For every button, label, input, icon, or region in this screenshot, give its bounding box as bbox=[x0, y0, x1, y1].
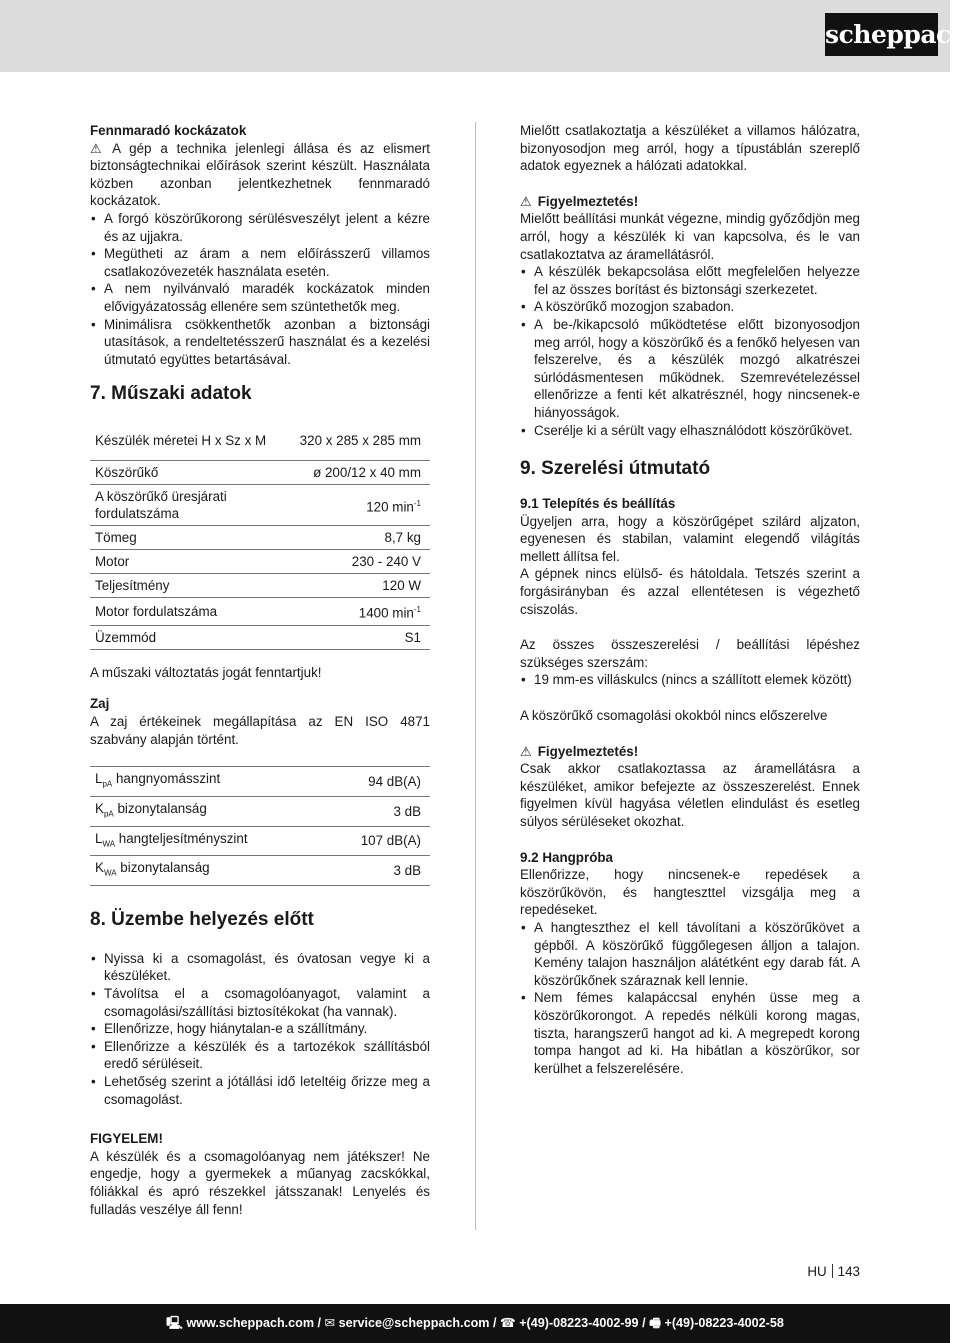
list-item: • Minimálisra csökkenthetők azonban a biztonsági utasítások, a rendeltetésszerű használat és a kezelési útmutató együttes betartásával. bbox=[90, 316, 430, 369]
table-row bbox=[90, 826, 430, 856]
noise-label: $K_{WA}$ bizonytalanság bbox=[90, 856, 323, 886]
list-item: • Ellenőrizze a készülék és a tartozékok szállításból eredő sérüléseit. bbox=[90, 1038, 430, 1073]
table-row bbox=[90, 767, 430, 797]
table-row bbox=[90, 625, 430, 649]
section8-title: 8. Üzembe helyezés előtt bbox=[90, 908, 314, 930]
list-item: • A hangteszthez el kell távolítani a köszörűkövet a gépből. A köszörűkő függőlegesen álljon a talajon. Kemény talajon használjon alátétként egy darab fát. A köszörűkőnek száraznak kell lennie. bbox=[520, 919, 860, 989]
noise-value: 3 dB bbox=[323, 796, 430, 826]
sub91-text1: Ügyeljen arra, hogy a köszörűgépet szilárd aljzaton, egyenesen és stabilan, valamint elegendő világítás mellett állítsa fel. bbox=[520, 513, 860, 564]
table-row bbox=[90, 574, 430, 598]
residual-intro: ⚠ A gép a technika jelenlegi állása és az elismert biztonságtechnikai előírások szerint készült. Használata közben azonban jelentkezhetnek fennmaradó kockázatok. bbox=[90, 140, 430, 209]
scheppach-logo: scheppach bbox=[825, 13, 938, 56]
table-row bbox=[90, 598, 430, 625]
sub91-text4: A köszörűkő csomagolási okokból nincs előszerelve bbox=[520, 708, 828, 724]
spec-value: 8,7 kg bbox=[295, 526, 430, 550]
spec-label: Teljesítmény bbox=[90, 574, 295, 598]
spec-label: Készülék méretei H x Sz x M bbox=[90, 420, 295, 461]
table-row bbox=[90, 856, 430, 886]
noise-label: $L_{pA}$ hangnyomásszint bbox=[90, 767, 323, 797]
list-item: • 19 mm-es villáskulcs (nincs a szállított elemek között) bbox=[520, 671, 860, 689]
page-number bbox=[780, 1264, 860, 1279]
list-item: • Lehetőség szerint a jótállási idő leteltéig őrizze meg a csomagolást. bbox=[90, 1073, 430, 1108]
page-header bbox=[0, 0, 968, 72]
attention-heading: FIGYELEM! bbox=[90, 1131, 163, 1147]
attention-text: A készülék és a csomagolóanyag nem játékszer! Ne engedje, hogy a gyermekek a műanyag zacskókkal, fóliákkal és apró részekkel játsszanak! Lenyelés és fulladás veszélye áll fenn! bbox=[90, 1148, 430, 1217]
noise-value: 107 dB(A) bbox=[323, 826, 430, 856]
language-code: HU bbox=[807, 1264, 827, 1279]
spec-value: ø 200/12 x 40 mm bbox=[295, 461, 430, 485]
page-number-value: 143 bbox=[837, 1264, 860, 1279]
warning1-list bbox=[520, 263, 860, 439]
spec-value: 230 - 240 V bbox=[295, 550, 430, 574]
sub92-heading: 9.2 Hangpróba bbox=[520, 849, 614, 865]
page-footer: 🖳 www.scheppach.com / ✉ service@scheppach.com / ☎ +(49)-08223-4002-99 / 🖷 +(49)-08223-4002-58 bbox=[0, 1304, 950, 1343]
table-row bbox=[90, 420, 430, 461]
list-item: • A készülék bekapcsolása előtt megfelelően helyezze fel az összes borítást és biztonsági szerkezetet. bbox=[520, 263, 860, 298]
spec-value: 120 W bbox=[295, 574, 430, 598]
monitor-icon: 🖳 bbox=[166, 1316, 183, 1330]
list-item: • A be-/kikapcsoló működtetése előtt bizonyosodjon meg arról, hogy a köszörűkő és a fenőkő helyesen van felszerelve, és a készülék mozgó alkatrészei súrlódásmentesen működnek. Szemrevételezéssel ellenőrizze a fenti két alkatrésznél, hogy nincsenek-e hiányosságok. bbox=[520, 316, 860, 422]
warning-icon: ⚠ bbox=[90, 140, 102, 156]
spec-label: Üzemmód bbox=[90, 625, 295, 649]
table-row bbox=[90, 526, 430, 550]
noise-value: 3 dB bbox=[323, 856, 430, 886]
list-item: • A nem nyilvánvaló maradék kockázatok minden elővigyázatosság ellenére sem szüntethetők meg. bbox=[90, 280, 430, 315]
noise-value: 94 dB(A) bbox=[323, 767, 430, 797]
table-row bbox=[90, 550, 430, 574]
footer-email[interactable]: service@scheppach.com bbox=[338, 1316, 490, 1330]
sub91-text3: Az összes összeszerelési / beállítási lépéshez szükséges szerszám: bbox=[520, 637, 860, 670]
reserve-note: A műszaki változtatás jogát fenntartjuk! bbox=[90, 664, 322, 680]
list-item: • Nem fémes kalapáccsal enyhén üsse meg a köszörűkorongot. A repedés nélküli korong magas, tiszta, harangszerű hangot ad ki. A megrepedt korong tompa hangot ad ki. Ha hibátlan a köszörűkor, sor kerülhet a felszerelésére. bbox=[520, 989, 860, 1077]
fax-icon: 🖷 bbox=[649, 1316, 661, 1330]
spec-label: Motor fordulatszáma bbox=[90, 598, 295, 625]
list-item: • Nyissa ki a csomagolást, és óvatosan vegye ki a készüléket. bbox=[90, 950, 430, 985]
list-item: • A köszörűkő mozogjon szabadon. bbox=[520, 298, 860, 316]
sub91-text2: A gépnek nincs elülső- és hátoldala. Tetszés szerint a forgásirányban és azzal ellentétesen is végezhető csiszolás. bbox=[520, 566, 860, 617]
table-row bbox=[90, 461, 430, 485]
sub92-list bbox=[520, 919, 860, 1077]
noise-label: $L_{WA}$ hangteljesítményszint bbox=[90, 826, 323, 856]
residual-list bbox=[90, 210, 430, 368]
spec-value: S1 bbox=[295, 625, 430, 649]
column-divider bbox=[475, 122, 476, 1230]
list-item: • Távolítsa el a csomagolóanyagot, valamint a csomagolási/szállítási biztosítékokat (ha vannak). bbox=[90, 985, 430, 1020]
spec-value: 320 x 285 x 285 mm bbox=[295, 420, 430, 461]
phone-icon: ☎ bbox=[500, 1316, 516, 1330]
warning2-heading: ⚠ Figyelmeztetés! bbox=[520, 743, 639, 759]
list-item: • Ellenőrizze, hogy hiánytalan-e a szállítmány. bbox=[90, 1020, 430, 1038]
section8-list bbox=[90, 950, 430, 1108]
warning1-text: Mielőtt beállítási munkát végezne, mindig győződjön meg arról, hogy a készülék ki van kapcsolva, és le van csatlakoztatva az áramellátásról. bbox=[520, 211, 860, 262]
table-row bbox=[90, 796, 430, 826]
list-item: • A forgó köszörűkorong sérülésveszélyt jelent a kézre és az ujjakra. bbox=[90, 210, 430, 245]
right-column bbox=[520, 122, 860, 1077]
noise-heading: Zaj bbox=[90, 696, 110, 712]
spec-value: 1400 $\min^{-1}$ bbox=[295, 598, 430, 625]
spec-label: Köszörűkő bbox=[90, 461, 295, 485]
left-column bbox=[90, 122, 430, 1218]
connect-text: Mielőtt csatlakoztatja a készüléket a villamos hálózatra, bizonyosodjon meg arról, hogy a típustáblán szereplő adatok egyeznek a hálózati adatokkal. bbox=[520, 123, 860, 174]
spec-label: Motor bbox=[90, 550, 295, 574]
footer-web[interactable]: www.scheppach.com bbox=[186, 1316, 315, 1330]
sub91-heading: 9.1 Telepítés és beállítás bbox=[520, 496, 676, 512]
table-row bbox=[90, 485, 430, 526]
warning-icon: ⚠ bbox=[520, 193, 532, 209]
noise-table bbox=[90, 766, 430, 886]
footer-fax: +(49)-08223-4002-58 bbox=[664, 1316, 784, 1330]
list-item: • Cserélje ki a sérült vagy elhasználódott köszörűkövet. bbox=[520, 422, 860, 440]
section7-title: 7. Műszaki adatok bbox=[90, 383, 252, 405]
sub91-list bbox=[520, 671, 860, 689]
warning-icon: ⚠ bbox=[520, 743, 532, 759]
residual-heading: Fennmaradó kockázatok bbox=[90, 123, 247, 138]
noise-text: A zaj értékeinek megállapítása az EN ISO 4871 szabvány alapján történt. bbox=[90, 713, 430, 747]
spec-value: 120 $\min^{-1}$ bbox=[295, 485, 430, 526]
sub92-text: Ellenőrizze, hogy nincsenek-e repedések a köszörűkövön, és hangteszttel vizsgálja meg a repedéseket. bbox=[520, 867, 860, 918]
noise-label: $K_{pA}$ bizonytalanság bbox=[90, 796, 323, 826]
footer-phone: +(49)-08223-4002-99 bbox=[519, 1316, 639, 1330]
section9-title: 9. Szerelési útmutató bbox=[520, 458, 711, 480]
warning1-heading: ⚠ Figyelmeztetés! bbox=[520, 193, 639, 209]
spec-label: Tömeg bbox=[90, 526, 295, 550]
specs-table bbox=[90, 420, 430, 649]
warning2-text: Csak akkor csatlakoztassa az áramellátásra a készüléket, amikor befejezte az összeszerelést. Ennek figyelmen kívül hagyása véletlen elindulást és esetleg súlyos sérüléseket okozhat. bbox=[520, 761, 860, 829]
mail-icon: ✉ bbox=[324, 1316, 336, 1330]
list-item: • Megütheti az áram a nem előírásszerű villamos csatlakozóvezeték használata esetén. bbox=[90, 245, 430, 280]
spec-label: A köszörűkő üresjárati fordulatszáma bbox=[90, 485, 295, 526]
